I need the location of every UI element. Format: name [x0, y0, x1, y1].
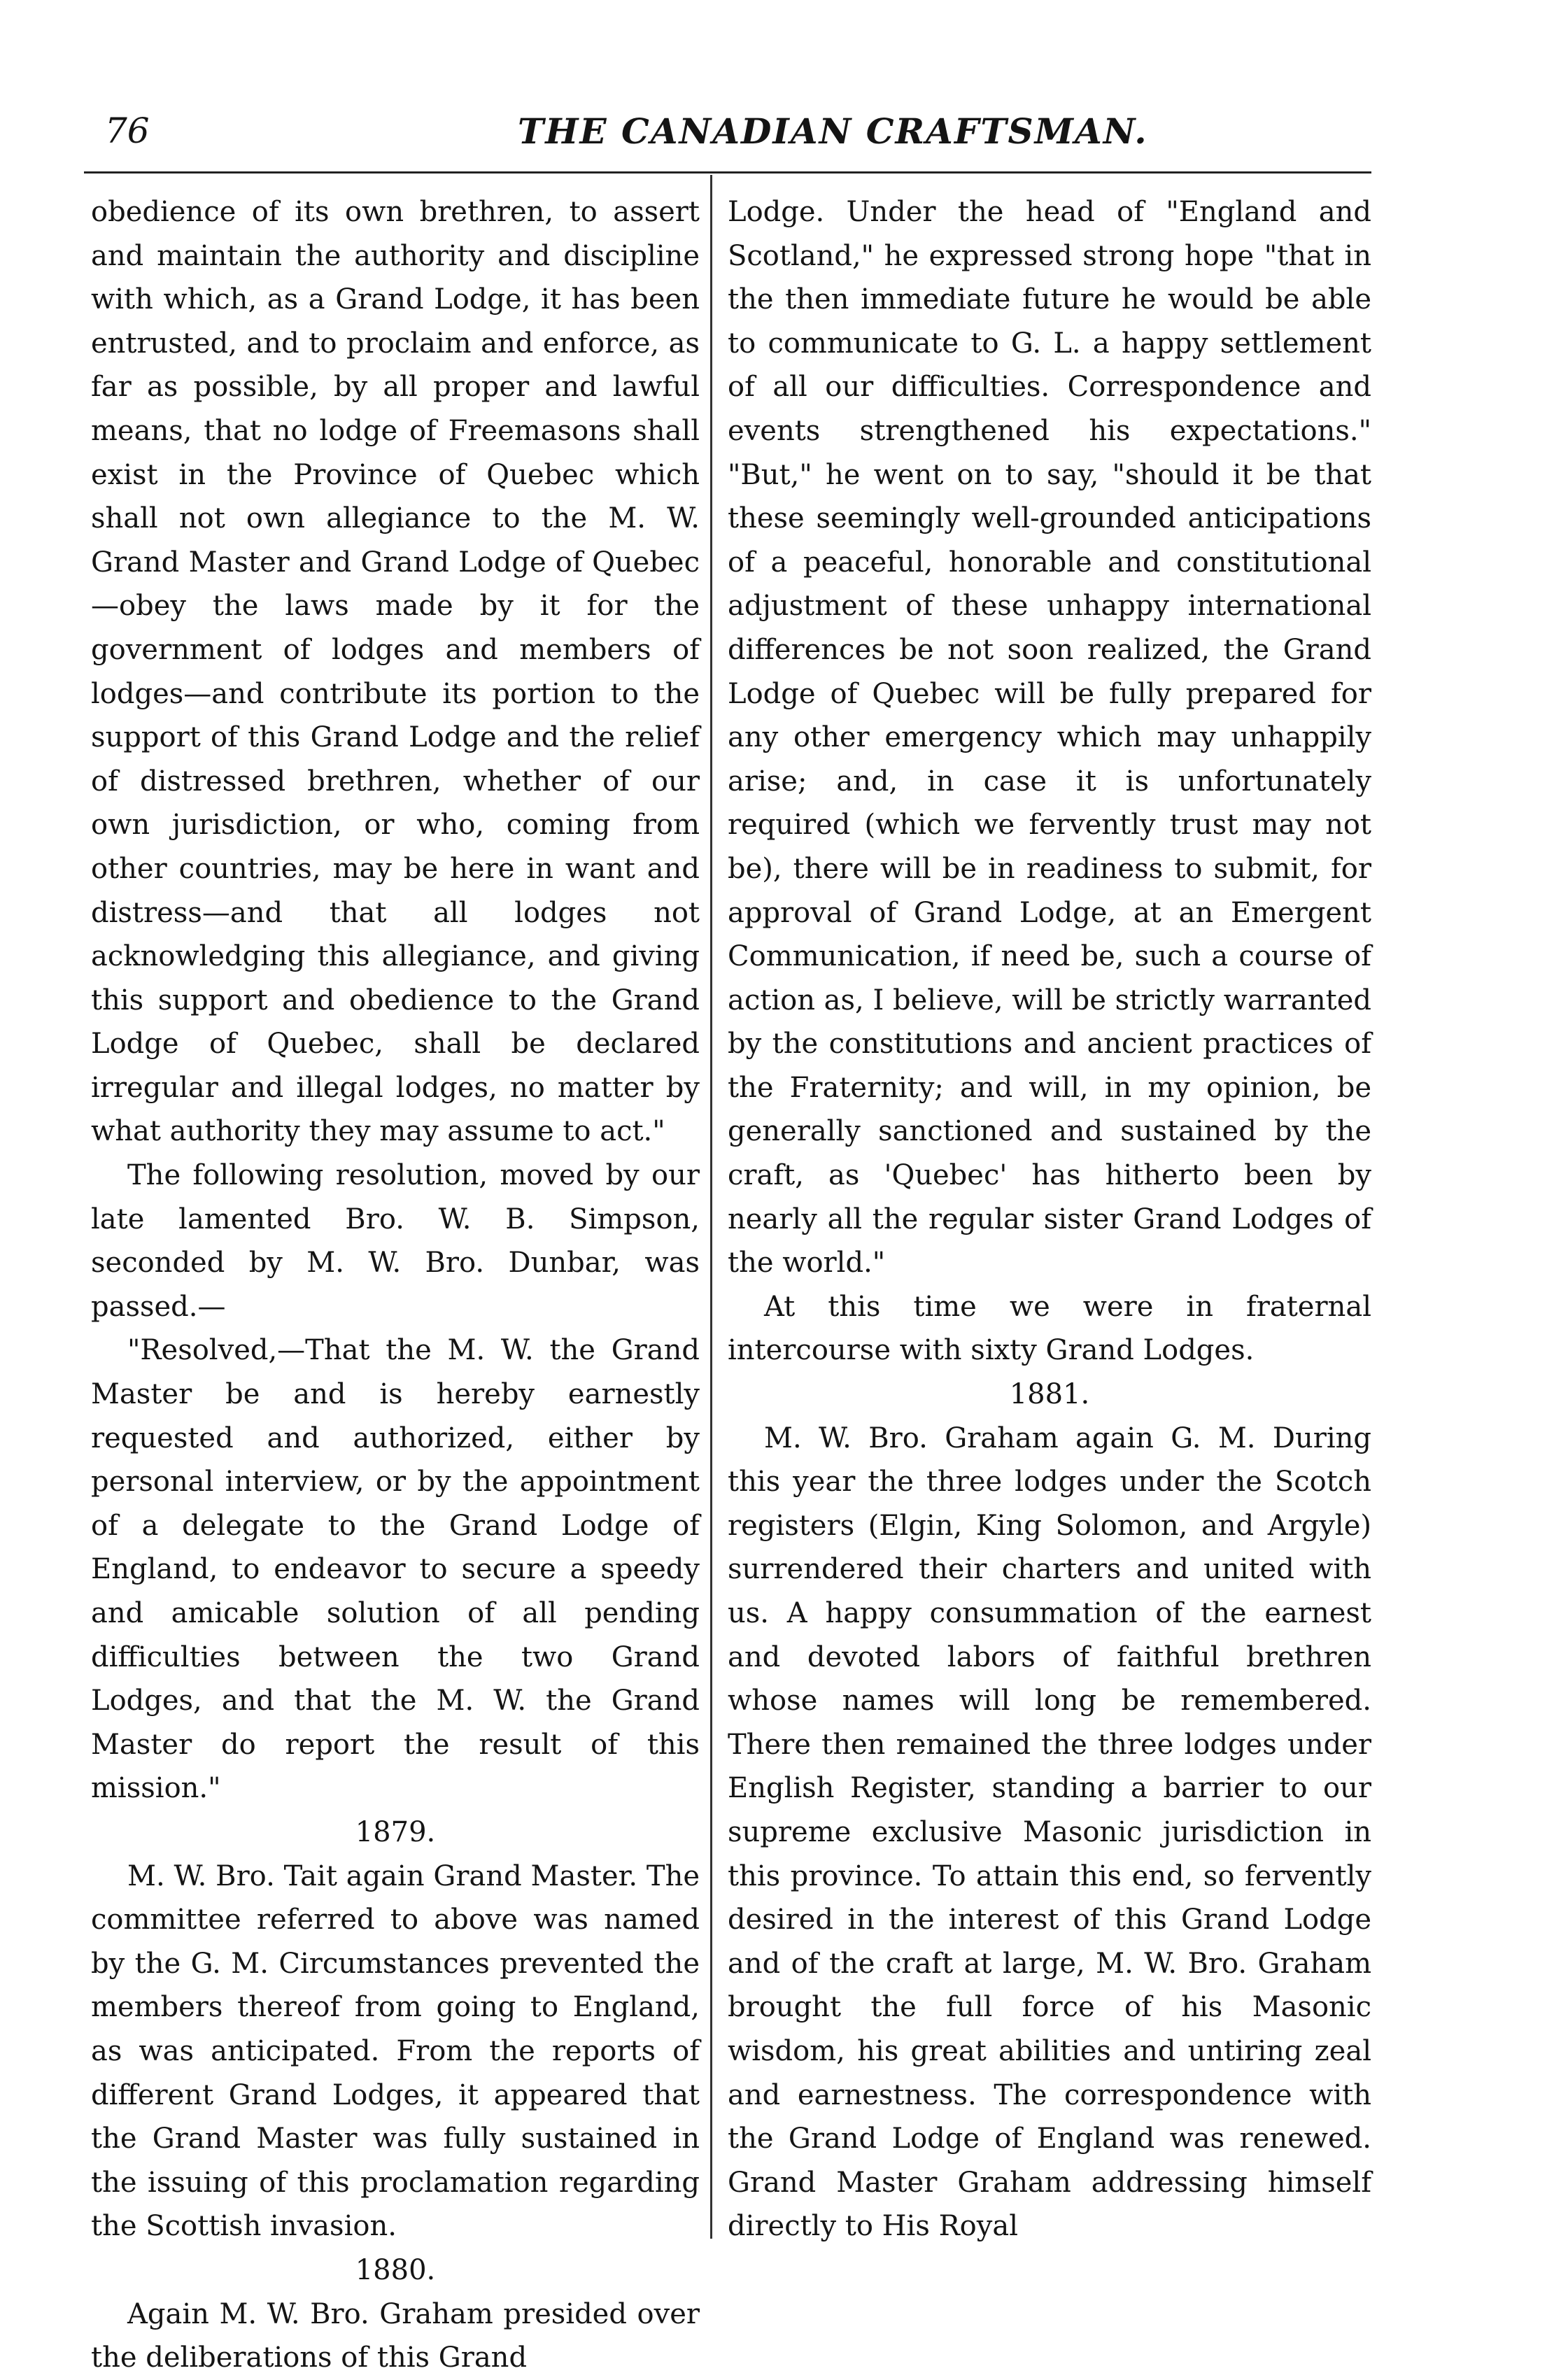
paragraph: Again M. W. Bro. Graham presided over the deliberations of this Grand: [91, 2297, 700, 2374]
header-rule: [84, 171, 1371, 173]
page-number: 76: [105, 111, 150, 151]
left-column: [91, 190, 700, 2380]
paragraph: obedience of its own brethren, to assert and maintain the authority and discipline with which, as a Grand Lodge, it has been entrusted, and to proclaim and enforce, as far as possible, by all proper and lawful means, that no lodge of Freemasons shall exist in the Province of Quebec which shall not own allegiance to the M. W. Grand Master and Grand Lodge of Quebec—obey the laws made by it for the government of lodges and members of lodges—and contribute its portion to the support of this Grand Lodge and the relief of distressed brethren, whether of our own jurisdiction, or who, coming from other countries, may be here in want and distress—and that all lodges not acknowledging this allegiance, and giving this support and obedience to the Grand Lodge of Quebec, shall be declared irregular and illegal lodges, no matter by what authority they may assume to act.": [91, 196, 700, 1148]
year-heading: 1880.: [355, 2253, 436, 2286]
paragraph: The following resolution, moved by our late lamented Bro. W. B. Simpson, seconded by M. W. Bro. Dunbar, was passed.—: [91, 1159, 700, 1323]
resolution-paragraph: "Resolved,—That the M. W. the Grand Master be and is hereby earnestly requested and authorized, either by personal interview, or by the appointment of a delegate to the Grand Lodge of England, to endeavor to secure a speedy and amicable solution of all pending difficulties between the two Grand Lodges, and that the M. W. the Grand Master do report the result of this mission.": [91, 1334, 700, 1805]
running-title: THE CANADIAN CRAFTSMAN.: [518, 111, 1148, 152]
year-heading: 1881.: [1009, 1378, 1090, 1411]
year-heading: 1879.: [355, 1815, 436, 1848]
paragraph: M. W. Bro. Tait again Grand Master. The committee referred to above was named by the G. M. Circumstances prevented the members thereof from going to England, as was anticipated. From the reports of different Grand Lodges, it appeared that the Grand Master was fully sustained in the issuing of this proclamation regarding the Scottish invasion.: [91, 1860, 700, 2243]
page-header: [84, 105, 1371, 168]
right-column: [728, 190, 1371, 2248]
column-divider: [710, 175, 712, 2239]
paragraph: At this time we were in fraternal intercourse with sixty Grand Lodges.: [728, 1290, 1371, 1367]
paragraph: Lodge. Under the head of "England and Scotland," he expressed strong hope "that in the then immediate future he would be able to communicate to G. L. a happy settlement of all our difficulties. Correspondence and events strengthened his expectations." "But," he went on to say, "should it be that these seemingly well-grounded anticipations of a peaceful, honorable and constitutional adjustment of these unhappy international differences be not soon realized, the Grand Lodge of Quebec will be fully prepared for any other emergency which may unhappily arise; and, in case it is unfortunately required (which we fervently trust may not be), there will be in readiness to submit, for approval of Grand Lodge, at an Emergent Communication, if need be, such a course of action as, I believe, will be strictly warranted by the constitutions and ancient practices of the Fraternity; and will, in my opinion, be generally sanctioned and sustained by the craft, as 'Quebec' has hitherto been by nearly all the regular sister Grand Lodges of the world.": [728, 196, 1371, 1280]
paragraph: M. W. Bro. Graham again G. M. During this year the three lodges under the Scotch registers (Elgin, King Solomon, and Argyle) surrendered their charters and united with us. A happy consummation of the earnest and devoted labors of faithful brethren whose names will long be remembered. There then remained the three lodges under English Register, standing a barrier to our supreme exclusive Masonic jurisdiction in this province. To attain this end, so fervently desired in the interest of this Grand Lodge and of the craft at large, M. W. Bro. Graham brought the full force of his Masonic wisdom, his great abilities and untiring zeal and earnestness. The correspondence with the Grand Lodge of England was renewed. Grand Master Graham addressing himself directly to His Royal: [728, 1422, 1371, 2243]
